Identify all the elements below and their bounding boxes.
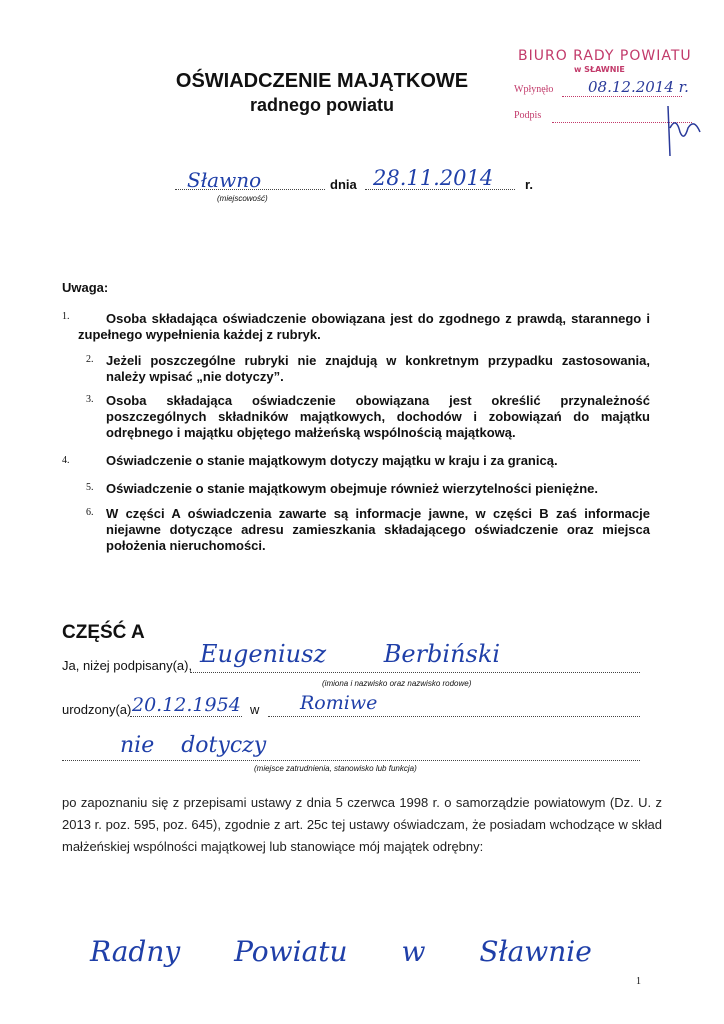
- name-value: Eugeniusz Berbiński: [200, 640, 501, 668]
- born-label: urodzony(a): [62, 702, 132, 717]
- note-number: 2.: [86, 354, 94, 365]
- note-item: Jeżeli poszczególne rubryki nie znajdują w konkretnym przypadku zastosowania, należy wpisać „nie dotyczy”.: [106, 353, 650, 384]
- declaration-paragraph: po zapoznaniu się z przepisami ustawy z dnia 5 czerwca 1998 r. o samorządzie powiatowym (Dz. U. z 2013 r. poz. 595, poz. 645), zgodnie z art. 25c tej ustawy oświadczam, że posiadam wchodzące w skład małżeńskiej wspólności majątkowej lub stanowiące mój majątek odrębny:: [62, 795, 662, 854]
- birth-place-value: Romiwe: [300, 692, 378, 714]
- document-title: OŚWIADCZENIE MAJĄTKOWE: [175, 70, 469, 92]
- note-item: Osoba składająca oświadczenie obowiązana jest określić przynależność poszczególnych składników majątkowych, dochodów i zobowiązań do majątku odrębnego i majątku objętego małżeńską wspólnością majątkową.: [106, 393, 650, 440]
- page-number: 1: [636, 976, 641, 987]
- in-label: w: [250, 702, 260, 717]
- name-dotted-line: [190, 672, 640, 673]
- place-caption: (miejscowość): [217, 194, 268, 203]
- signed-label: Ja, niżej podpisany(a),: [62, 658, 193, 673]
- employment-caption: (miejsce zatrudnienia, stanowisko lub funkcja): [254, 764, 417, 773]
- stamp-received-line: [562, 96, 682, 97]
- note-number: 6.: [86, 507, 94, 518]
- stamp-received-date: 08.12.2014 r.: [588, 78, 689, 96]
- employment-value: nie dotyczy: [120, 733, 267, 758]
- note-item: Oświadczenie o stanie majątkowym obejmuje również wierzytelności pieniężne.: [106, 481, 598, 496]
- stamp-city: w SŁAWNIE: [574, 65, 625, 74]
- birth-date-dotted-line: [130, 716, 242, 717]
- name-caption: (imiona i nazwisko oraz nazwisko rodowe): [322, 679, 472, 688]
- part-a-heading: CZĘŚĆ A: [62, 622, 145, 643]
- signature-scribble-icon: [660, 98, 710, 158]
- note-item: Osoba składająca oświadczenie obowiązana jest do zgodnego z prawdą, starannego i zupełnego wypełnienia każdej z rubryk.: [78, 311, 650, 342]
- note-number: 1.: [62, 311, 70, 322]
- document-subtitle: radnego powiatu: [250, 95, 394, 115]
- note-item: W części A oświadczenia zawarte są informacje jawne, w części B zaś informacje niejawne dotyczące adresu zamieszkania składającego oświadczenie oraz miejsca położenia nieruchomości.: [106, 506, 650, 553]
- date-suffix: r.: [525, 177, 533, 192]
- employment-dotted-line: [62, 760, 640, 761]
- note-item: Oświadczenie o stanie majątkowym dotyczy majątku w kraju i za granicą.: [106, 453, 558, 468]
- stamp-received-label: Wpłynęło: [514, 84, 554, 95]
- place-date-row: [175, 168, 555, 208]
- birth-place-dotted-line: [268, 716, 640, 717]
- note-number: 5.: [86, 482, 94, 493]
- stamp-signature-label: Podpis: [514, 110, 542, 121]
- birth-date-value: 20.12.1954: [132, 694, 241, 716]
- notes-heading: Uwaga:: [62, 280, 109, 295]
- day-label: dnia: [330, 177, 357, 192]
- receipt-stamp: [510, 48, 710, 158]
- note-number: 4.: [62, 455, 70, 466]
- note-number: 3.: [86, 394, 94, 405]
- handwritten-note: Radny Powiatu w Sławnie: [90, 935, 592, 968]
- stamp-office-name: BIURO RADY POWIATU: [518, 48, 692, 64]
- date-value: 28.11.2014: [373, 166, 494, 190]
- place-value: Sławno: [187, 168, 262, 192]
